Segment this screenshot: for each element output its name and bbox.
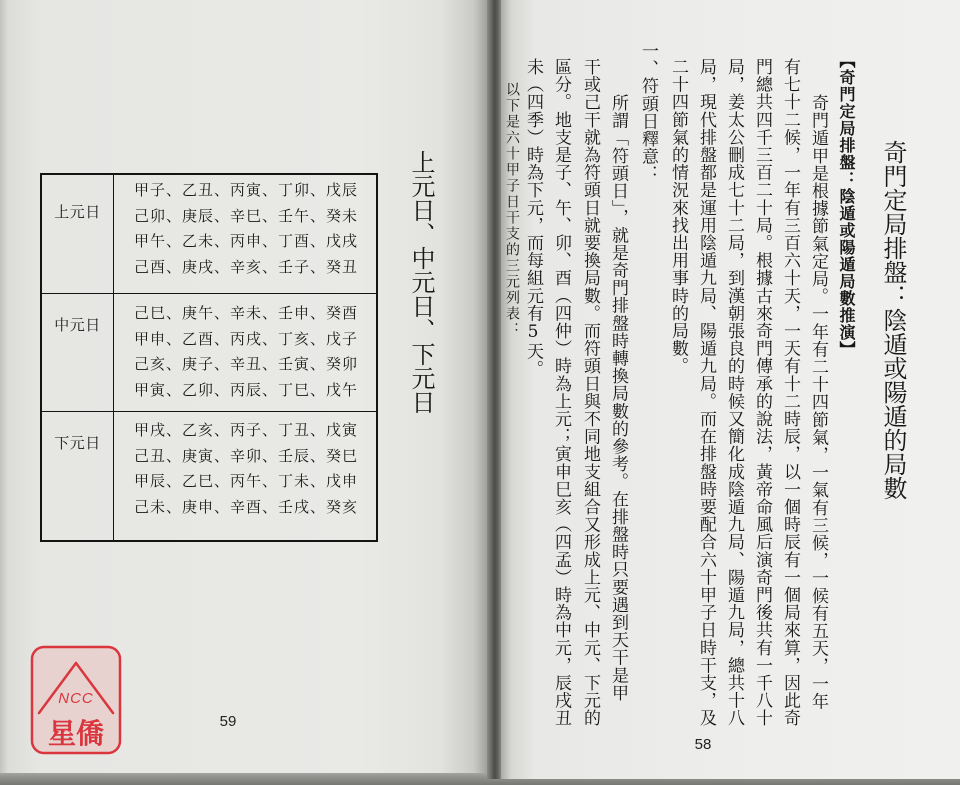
table-row-xia-yuan — [42, 411, 376, 540]
table-line: 甲午、乙未、丙申、丁酉、戊戌 — [134, 232, 359, 250]
row-cells — [114, 294, 358, 411]
table-row-shang-yuan — [42, 175, 376, 293]
right-page-title: 奇門定局排盤：陰遁或陽遁的局數 — [879, 140, 907, 500]
table-line: 甲戌、乙亥、丙子、丁丑、戊寅 — [134, 421, 359, 439]
page-number-left: 59 — [219, 713, 237, 730]
row-label: 中元日 — [42, 294, 114, 411]
row-label: 上元日 — [42, 175, 114, 293]
body-column: 局，現代排盤都是運用陰遁九局、陽遁九局。而在排盤時要配合六十甲子日時干支，及 — [696, 58, 716, 727]
logo-mark-text: NCC — [58, 690, 94, 707]
body-column: 二十四節氣的情況來找出用事時的局數。 — [668, 58, 688, 375]
section-heading: 一、符頭日釋意： — [638, 42, 658, 183]
logo-name-text: 星僑 — [47, 717, 105, 750]
table-line: 己酉、庚戌、辛亥、壬子、癸丑 — [134, 257, 359, 276]
ncc-logo-watermark — [30, 645, 122, 755]
table-line: 甲辰、乙巳、丙午、丁未、戊申 — [134, 472, 359, 490]
body-column: 奇門遁甲是根據節氣定局。一年有二十四節氣，一氣有三候，一候有五天，一年 — [808, 94, 828, 710]
body-column: 局，姜太公刪成七十二局，到漢朝張良的時候又簡化成陰遁九局、陽遁九局，總共十八 — [724, 58, 744, 727]
table-line: 己亥、庚子、辛丑、壬寅、癸卯 — [134, 355, 359, 373]
section-column: 未（四季）時為下元，而每組元有5天。 — [523, 58, 543, 378]
right-page-subtitle: 【奇門定局排盤：陰遁或陽遁局數推演】 — [837, 52, 856, 358]
table-line: 甲申、乙酉、丙戌、丁亥、戊子 — [134, 329, 359, 348]
section-column: 干或己干就為符頭日就要換局數。而符頭日與不同地支組合又形成上元、中元、下元的 — [580, 58, 600, 727]
section-column: 區分。地支是子、午、卯、酉（四仲）時為上元；寅申巳亥（四孟）時為中元，辰戌丑 — [551, 58, 571, 727]
list-intro: 以下是六十甲子日干支的三元列表： — [504, 82, 520, 338]
page-number-right: 58 — [694, 736, 712, 753]
section-column: 所謂「符頭日」，就是奇門排盤時轉換局數的參考。在排盤時只要遇到天干是甲 — [608, 94, 628, 702]
body-column: 門總共四千三百二十局。根據古來奇門傳承的說法，黃帝命風后演奇門後共有一千八十 — [752, 58, 772, 727]
table-line: 己未、庚申、辛酉、壬戌、癸亥 — [134, 497, 359, 516]
table-line: 甲寅、乙卯、丙辰、丁巳、戊午 — [134, 380, 359, 399]
table-line: 己丑、庚寅、辛卯、壬辰、癸巳 — [134, 446, 359, 465]
table-line: 己巳、庚午、辛未、壬申、癸酉 — [134, 304, 359, 322]
row-cells — [114, 412, 358, 540]
body-column: 有七十二候，一年有三百六十天，一天有十二時辰，以一個時辰有一個局來算，因此奇 — [780, 58, 800, 727]
left-page-title: 上元日、中元日、下元日 — [407, 150, 435, 414]
row-cells — [114, 175, 358, 293]
table-row-zhong-yuan — [42, 293, 376, 411]
table-line: 己卯、庚辰、辛巳、壬午、癸未 — [134, 206, 359, 225]
table-line: 甲子、乙丑、丙寅、丁卯、戊辰 — [134, 181, 359, 199]
row-label: 下元日 — [42, 412, 114, 540]
three-yuan-table — [40, 173, 378, 542]
